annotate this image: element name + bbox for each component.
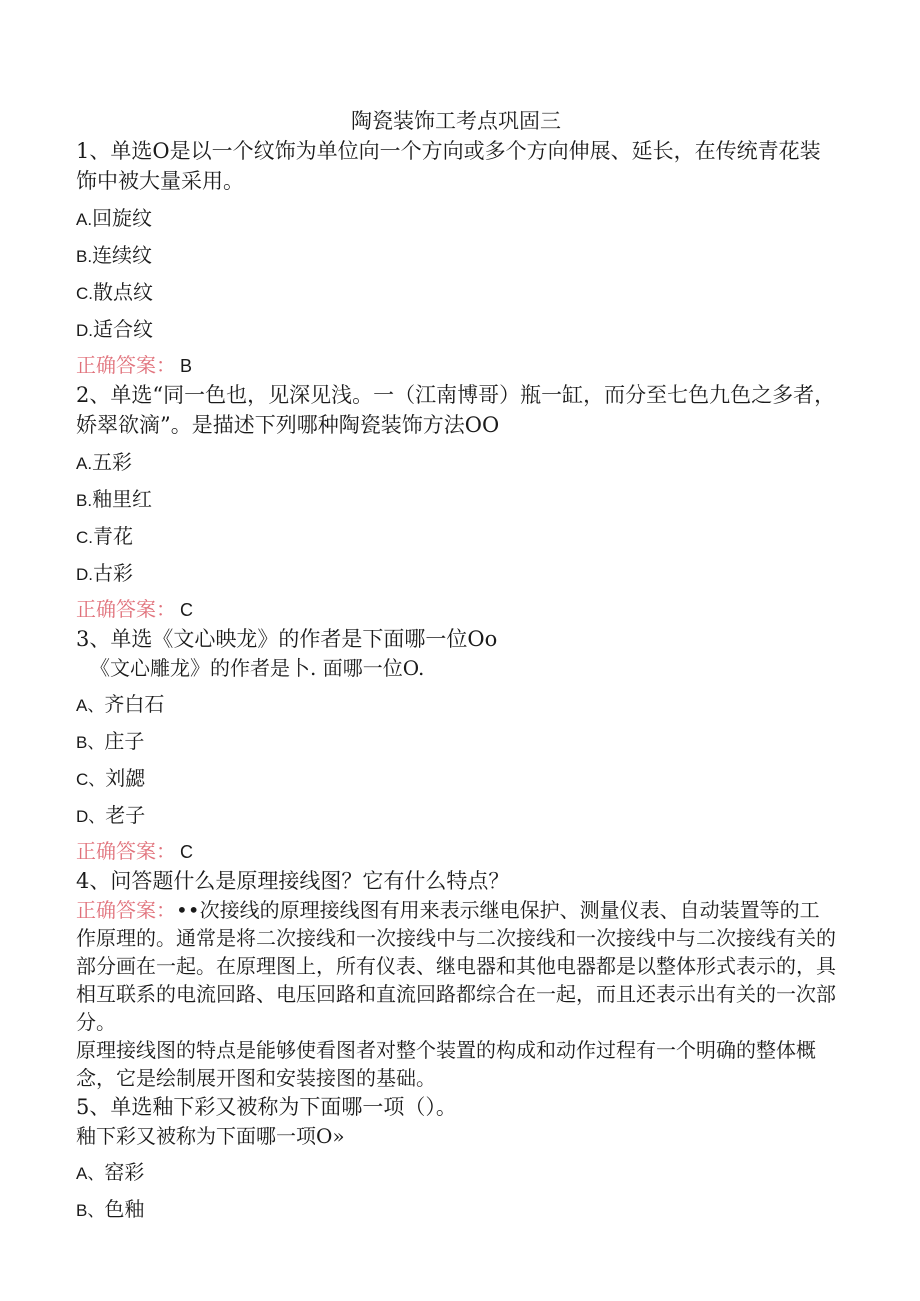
option-text: 五彩 (92, 450, 133, 474)
option-letter: A. (76, 454, 93, 473)
option-text: 古彩 (93, 561, 133, 585)
q3-answer (76, 836, 836, 866)
option-text: 青花 (93, 524, 133, 548)
option-letter: D. (76, 321, 93, 340)
answer-value: C (180, 600, 193, 620)
q3-option-a (76, 689, 836, 719)
option-text: 适合纹 (93, 317, 153, 341)
q2-option-b (76, 484, 836, 514)
option-letter: C、 (76, 770, 106, 789)
q2-option-a (76, 447, 836, 477)
option-text: 窑彩 (104, 1160, 145, 1184)
document-page (76, 106, 836, 1224)
q2-option-c (76, 521, 836, 551)
q4-answer-continued: 原理接线图的特点是能够使看图者对整个装置的构成和动作过程有一个明确的整体概念，它是绘制展开图和安装接图的基础。 (76, 1038, 816, 1090)
q2-answer (76, 594, 836, 624)
answer-label: 正确答案： (76, 353, 176, 377)
option-text: 刘勰 (105, 766, 146, 790)
q4-stem: 4、问答题什么是原理接线图？它有什么特点？ (76, 869, 510, 893)
q5-option-a (76, 1157, 836, 1187)
option-letter: B. (76, 247, 93, 266)
q3-option-b (76, 726, 836, 756)
option-letter: A、 (76, 1164, 105, 1183)
q4-answer (76, 896, 836, 1036)
option-letter: C. (76, 284, 93, 303)
q1-option-c (76, 277, 836, 307)
q5-sub-stem: 釉下彩又被称为下面哪一项O» (76, 1124, 345, 1148)
q5-option-b (76, 1194, 836, 1224)
q3-sub-stem: 《文心雕龙》的作者是卜. 面哪一位O. (90, 656, 425, 680)
option-text: 釉里红 (92, 487, 153, 511)
answer-label: 正确答案： (76, 597, 176, 621)
option-text: 散点纹 (93, 280, 153, 304)
answer-value: B (180, 356, 193, 376)
q2-option-d (76, 558, 836, 588)
option-text: 连续纹 (92, 243, 153, 267)
option-letter: A、 (76, 696, 105, 715)
answer-text: ••次接线的原理接线图有用来表示继电保护、测量仪表、自动装置等的工作原理的。通常是将二次接线和一次接线中与二次接线和一次接线中与二次接线有关的部分画在一起。在原理图上，所有仪表、继电器和其他电器都是以整体形式表示的，具相互联系的电流回路、电压回路和直流回路都综合在一起，而且还表示出有关的一次部分。 (76, 898, 836, 1034)
q2-stem: 2、单选“同一色也，见深见浅。一（江南博哥）瓶一缸，而分至七色九色之多者，娇翠欲滴”。是描述下列哪种陶瓷装饰方法OO (76, 383, 836, 437)
answer-label: 正确答案： (76, 839, 176, 863)
option-letter: D. (76, 565, 93, 584)
option-letter: A. (76, 210, 93, 229)
option-text: 齐白石 (104, 692, 165, 716)
page-title: 陶瓷装饰工考点巩固三 (351, 109, 561, 133)
q3-option-d (76, 800, 836, 830)
option-letter: C. (76, 528, 93, 547)
q1-option-b (76, 240, 836, 270)
q1-stem: 1、单选O是以一个纹饰为单位向一个方向或多个方向伸展、延长，在传统青花装饰中被大量采用。 (76, 139, 821, 193)
option-text: 老子 (105, 803, 146, 827)
option-letter: B. (76, 491, 93, 510)
option-text: 回旋纹 (92, 206, 153, 230)
option-letter: B、 (76, 733, 105, 752)
option-letter: B、 (76, 1201, 105, 1220)
q1-answer (76, 350, 836, 380)
q3-option-c (76, 763, 836, 793)
option-text: 色釉 (104, 1197, 145, 1221)
answer-value: C (180, 842, 193, 862)
q1-option-d (76, 314, 836, 344)
q1-option-a (76, 203, 836, 233)
q3-stem: 3、单选《文心映龙》的作者是下面哪一位Oo (76, 627, 498, 651)
option-text: 庄子 (104, 729, 145, 753)
q5-stem: 5、单选釉下彩又被称为下面哪一项（）。 (76, 1095, 457, 1119)
option-letter: D、 (76, 807, 106, 826)
answer-label: 正确答案： (76, 898, 176, 922)
